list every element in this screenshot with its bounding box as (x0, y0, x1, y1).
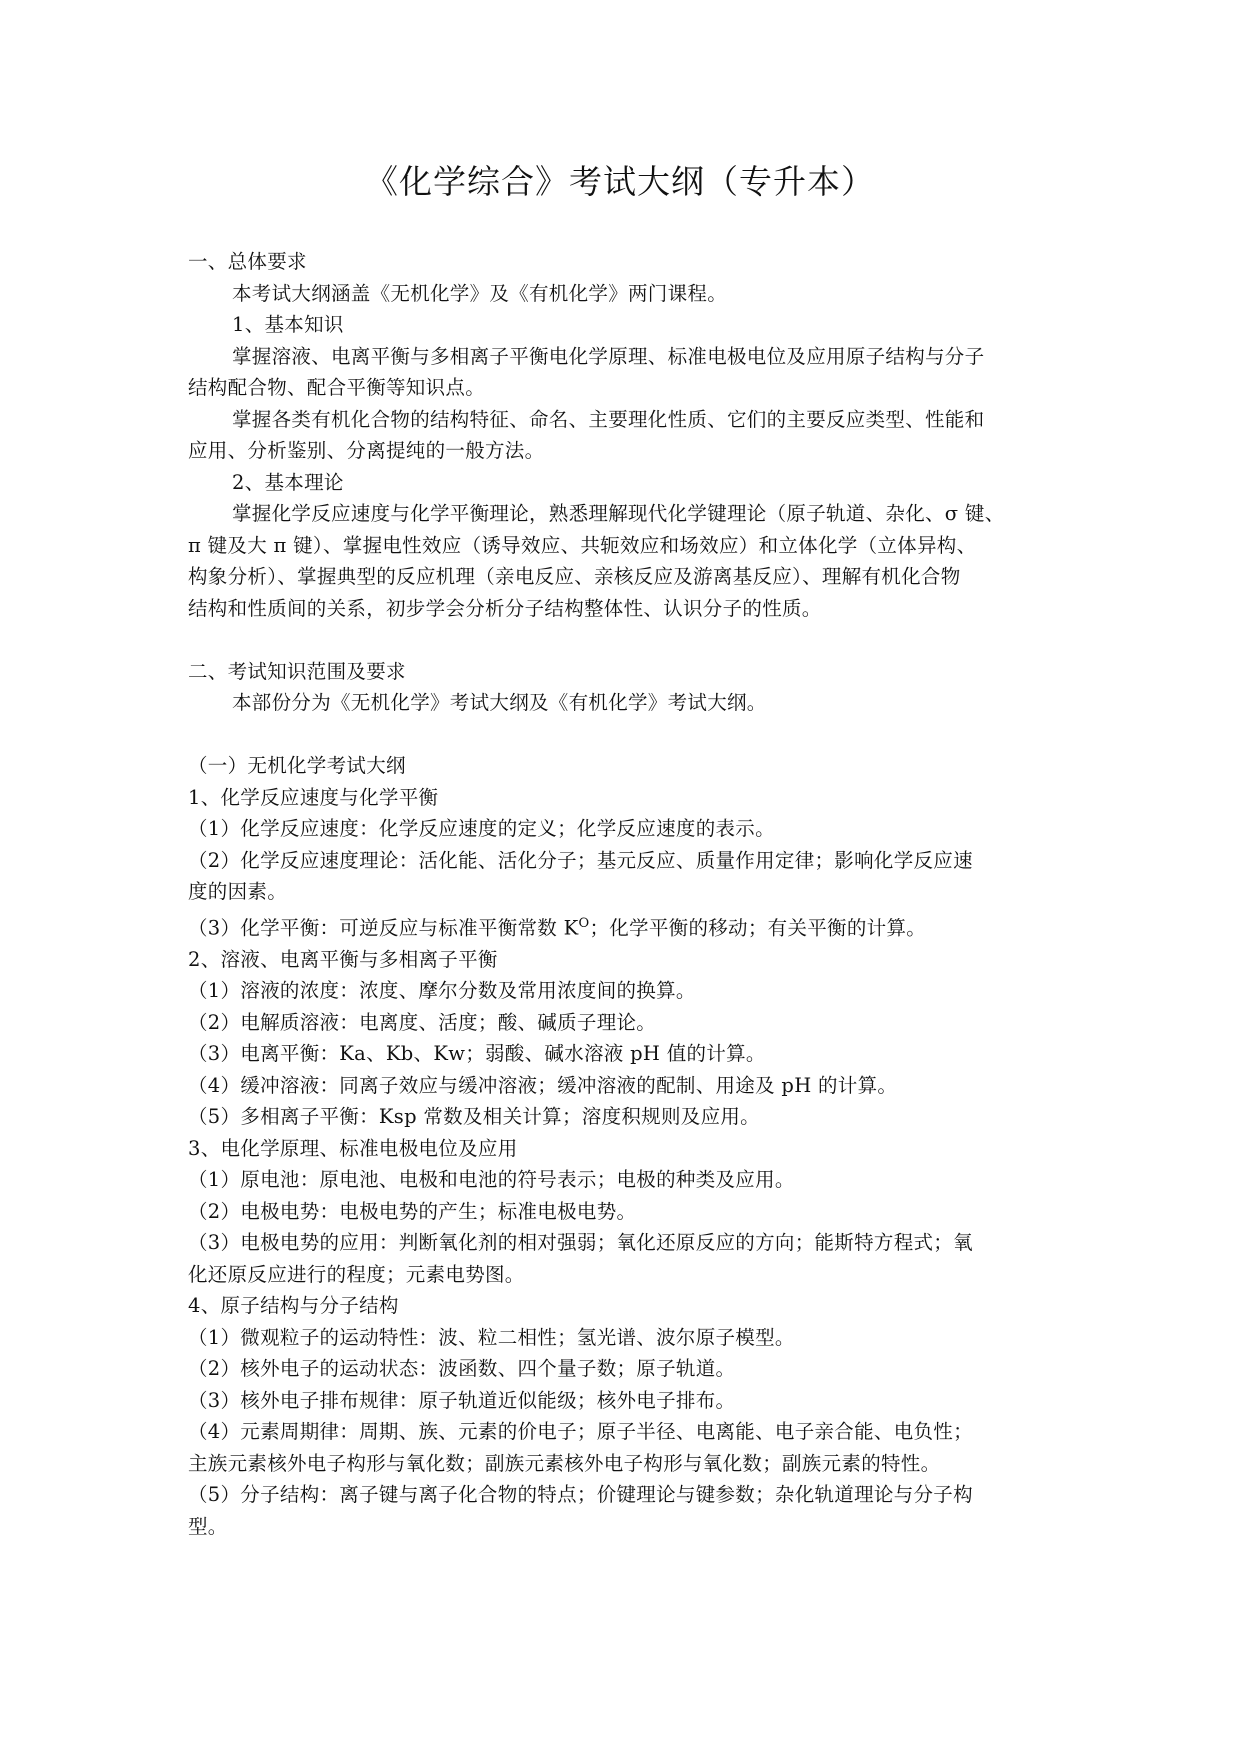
list-item-text: ；化学平衡的移动；有关平衡的计算。 (589, 916, 927, 939)
list-item: （1）化学反应速度：化学反应速度的定义；化学反应速度的表示。 (188, 817, 775, 840)
list-item: （1）溶液的浓度：浓度、摩尔分数及常用浓度间的换算。 (188, 979, 696, 1002)
list-item: （3）电极电势的应用：判断氧化剂的相对强弱；氧化还原反应的方向；能斯特方程式；氧 (188, 1231, 973, 1254)
list-item: （4）元素周期律：周期、族、元素的价电子；原子半径、电离能、电子亲合能、电负性； (188, 1420, 973, 1443)
list-item: （5）分子结构：离子键与离子化合物的特点；价键理论与键参数；杂化轨道理论与分子构 (188, 1483, 973, 1506)
list-item (188, 908, 1056, 944)
subheading-basic-knowledge: 1、基本知识 (232, 313, 344, 336)
paragraph-line: π 键及大 π 键）、掌握电性效应（诱导效应、共轭效应和场效应）和立体化学（立体异构、 (188, 533, 977, 557)
paragraph-line: 构象分析）、掌握典型的反应机理（亲电反应、亲核反应及游离基反应）、理解有机化合物 (188, 565, 961, 588)
paragraph-line: 结构配合物、配合平衡等知识点。 (188, 376, 486, 399)
topic-heading: 3、电化学原理、标准电极电位及应用 (188, 1136, 518, 1160)
topic-heading: 2、溶液、电离平衡与多相离子平衡 (188, 947, 498, 971)
list-item-continued: 化还原反应进行的程度；元素电势图。 (188, 1262, 525, 1286)
spacer (188, 624, 1056, 656)
list-item-text: （3）化学平衡：可逆反应与标准平衡常数 K (188, 916, 579, 939)
superscript: O (578, 915, 590, 931)
paragraph-line: 掌握各类有机化合物的结构特征、命名、主要理化性质、它们的主要反应类型、性能和 (232, 407, 985, 431)
topic-heading: 4、原子结构与分子结构 (188, 1294, 399, 1317)
topic-heading: 1、化学反应速度与化学平衡 (188, 785, 439, 809)
paragraph-line: 掌握化学反应速度与化学平衡理论，熟悉理解现代化学键理论（原子轨道、杂化、σ 键、 (232, 502, 1005, 525)
subheading-basic-theory: 2、基本理论 (232, 470, 344, 494)
list-item: （1）微观粒子的运动特性：波、粒二相性；氢光谱、波尔原子模型。 (188, 1325, 795, 1349)
list-item: （2）化学反应速度理论：活化能、活化分子；基元反应、质量作用定律；影响化学反应速 (188, 848, 973, 872)
list-item: （4）缓冲溶液：同离子效应与缓冲溶液；缓冲溶液的配制、用途及 pH 的计算。 (188, 1073, 898, 1097)
paragraph-intro: 本考试大纲涵盖《无机化学》及《有机化学》两门课程。 (232, 281, 728, 305)
list-item: （3）电离平衡：Ka、Kb、Kw；弱酸、碱水溶液 pH 值的计算。 (188, 1042, 766, 1065)
list-item-continued: 主族元素核外电子构形与氧化数；副族元素核外电子构形与氧化数；副族元素的特性。 (188, 1451, 941, 1475)
list-item: （5）多相离子平衡：Ksp 常数及相关计算；溶度积规则及应用。 (188, 1105, 760, 1128)
list-item: （2）电解质溶液：电离度、活度；酸、碱质子理论。 (188, 1010, 657, 1034)
list-item-continued: 型。 (188, 1514, 228, 1538)
paragraph-intro: 本部份分为《无机化学》考试大纲及《有机化学》考试大纲。 (232, 691, 767, 714)
paragraph-line: 结构和性质间的关系，初步学会分析分子结构整体性、认识分子的性质。 (188, 596, 822, 620)
section-heading-inorganic: （一）无机化学考试大纲 (188, 754, 406, 777)
paragraph-line: 应用、分析鉴别、分离提纯的一般方法。 (188, 439, 545, 462)
spacer (188, 719, 1056, 751)
list-item: （2）核外电子的运动状态：波函数、四个量子数；原子轨道。 (188, 1357, 736, 1380)
document-body (188, 246, 1056, 1542)
paragraph-line: 掌握溶液、电离平衡与多相离子平衡电化学原理、标准电极电位及应用原子结构与分子 (232, 344, 985, 368)
section-heading-scope: 二、考试知识范围及要求 (188, 659, 406, 683)
list-item: （1）原电池：原电池、电极和电池的符号表示；电极的种类及应用。 (188, 1168, 795, 1191)
section-heading-general: 一、总体要求 (188, 250, 307, 273)
list-item: （3）核外电子排布规律：原子轨道近似能级；核外电子排布。 (188, 1388, 736, 1412)
list-item: （2）电极电势：电极电势的产生；标准电极电势。 (188, 1199, 637, 1223)
document-title: 《化学综合》考试大纲（专升本） (365, 162, 875, 201)
list-item-continued: 度的因素。 (188, 880, 288, 903)
